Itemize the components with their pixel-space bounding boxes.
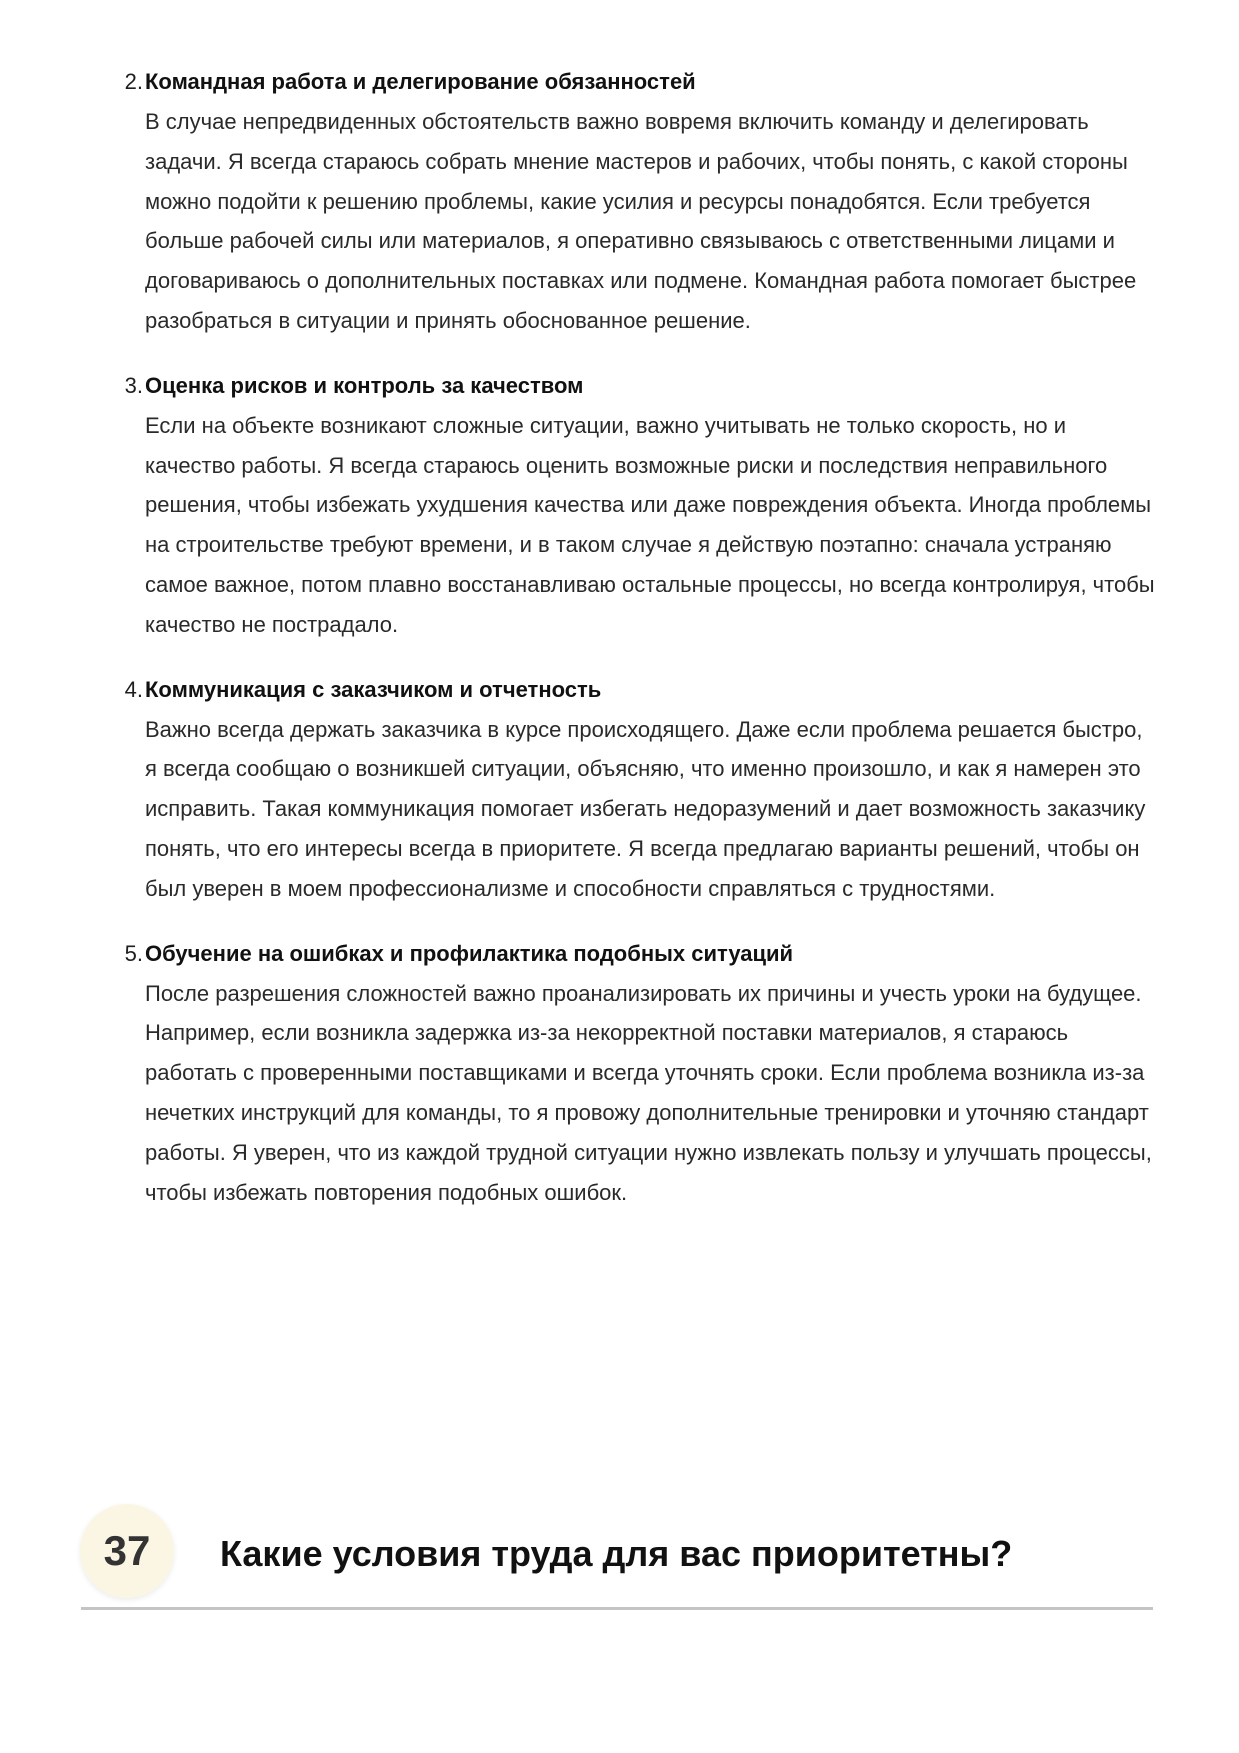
item-title: Оценка рисков и контроль за качеством (145, 372, 584, 398)
item-title: Коммуникация с заказчиком и отчетность (145, 676, 602, 702)
item-number: 4. (124, 676, 143, 702)
item-title: Обучение на ошибках и профилактика подобных ситуаций (145, 940, 794, 966)
numbered-list (0, 62, 1239, 1237)
list-item (0, 62, 1239, 341)
item-title: Командная работа и делегирование обязанностей (145, 69, 696, 94)
divider (81, 1607, 1153, 1610)
list-item (0, 670, 1239, 909)
list-item (0, 934, 1239, 1213)
item-number: 3. (124, 372, 143, 398)
item-body: Если на объекте возникают сложные ситуации, важно учитывать не только скорость, но и качество работы. Я всегда стараюсь оценить возможные риски и последствия неправильного решения, чтобы избежать ухудшения качества или даже повреждения объекта. Иногда проблемы на строительстве требуют времени, и в таком случае я действую поэтапно: сначала устраняю самое важное, потом плавно восстанавливаю остальные процессы, но всегда контролируя, чтобы качество не пострадало. (145, 412, 1155, 637)
item-number: 5. (124, 940, 143, 966)
question-title: Какие условия труда для вас приоритетны? (220, 1533, 1013, 1574)
list-item (0, 366, 1239, 645)
item-body: Важно всегда держать заказчика в курсе происходящего. Даже если проблема решается быстро, я всегда сообщаю о возникшей ситуации, объясняю, что именно произошло, и как я намерен это исправить. Такая коммуникация помогает избегать недоразумений и дает возможность заказчику понять, что его интересы всегда в приоритете. Я всегда предлагаю варианты решений, чтобы он был уверен в моем профессионализме и способности справляться с трудностями. (145, 716, 1146, 901)
question-number-badge: 37 (80, 1504, 174, 1598)
item-body: В случае непредвиденных обстоятельств важно вовремя включить команду и делегировать задачи. Я всегда стараюсь собрать мнение мастеров и рабочих, чтобы понять, с какой стороны можно подойти к решению проблемы, какие усилия и ресурсы понадобятся. Если требуется больше рабочей силы или материалов, я оперативно связываюсь с ответственными лицами и договариваюсь о дополнительных поставках или подмене. Командная работа помогает быстрее разобраться в ситуации и принять обоснованное решение. (145, 109, 1137, 333)
item-number: 2. (124, 69, 143, 94)
item-body: После разрешения сложностей важно проанализировать их причины и учесть уроки на будущее. Например, если возникла задержка из-за некорректной поставки материалов, я стараюсь работать с проверенными поставщиками и всегда уточнять сроки. Если проблема возникла из-за нечетких инструкций для команды, то я провожу дополнительные тренировки и уточняю стандарт работы. Я уверен, что из каждой трудной ситуации нужно извлекать пользу и улучшать процессы, чтобы избежать повторения подобных ошибок. (145, 980, 1152, 1205)
